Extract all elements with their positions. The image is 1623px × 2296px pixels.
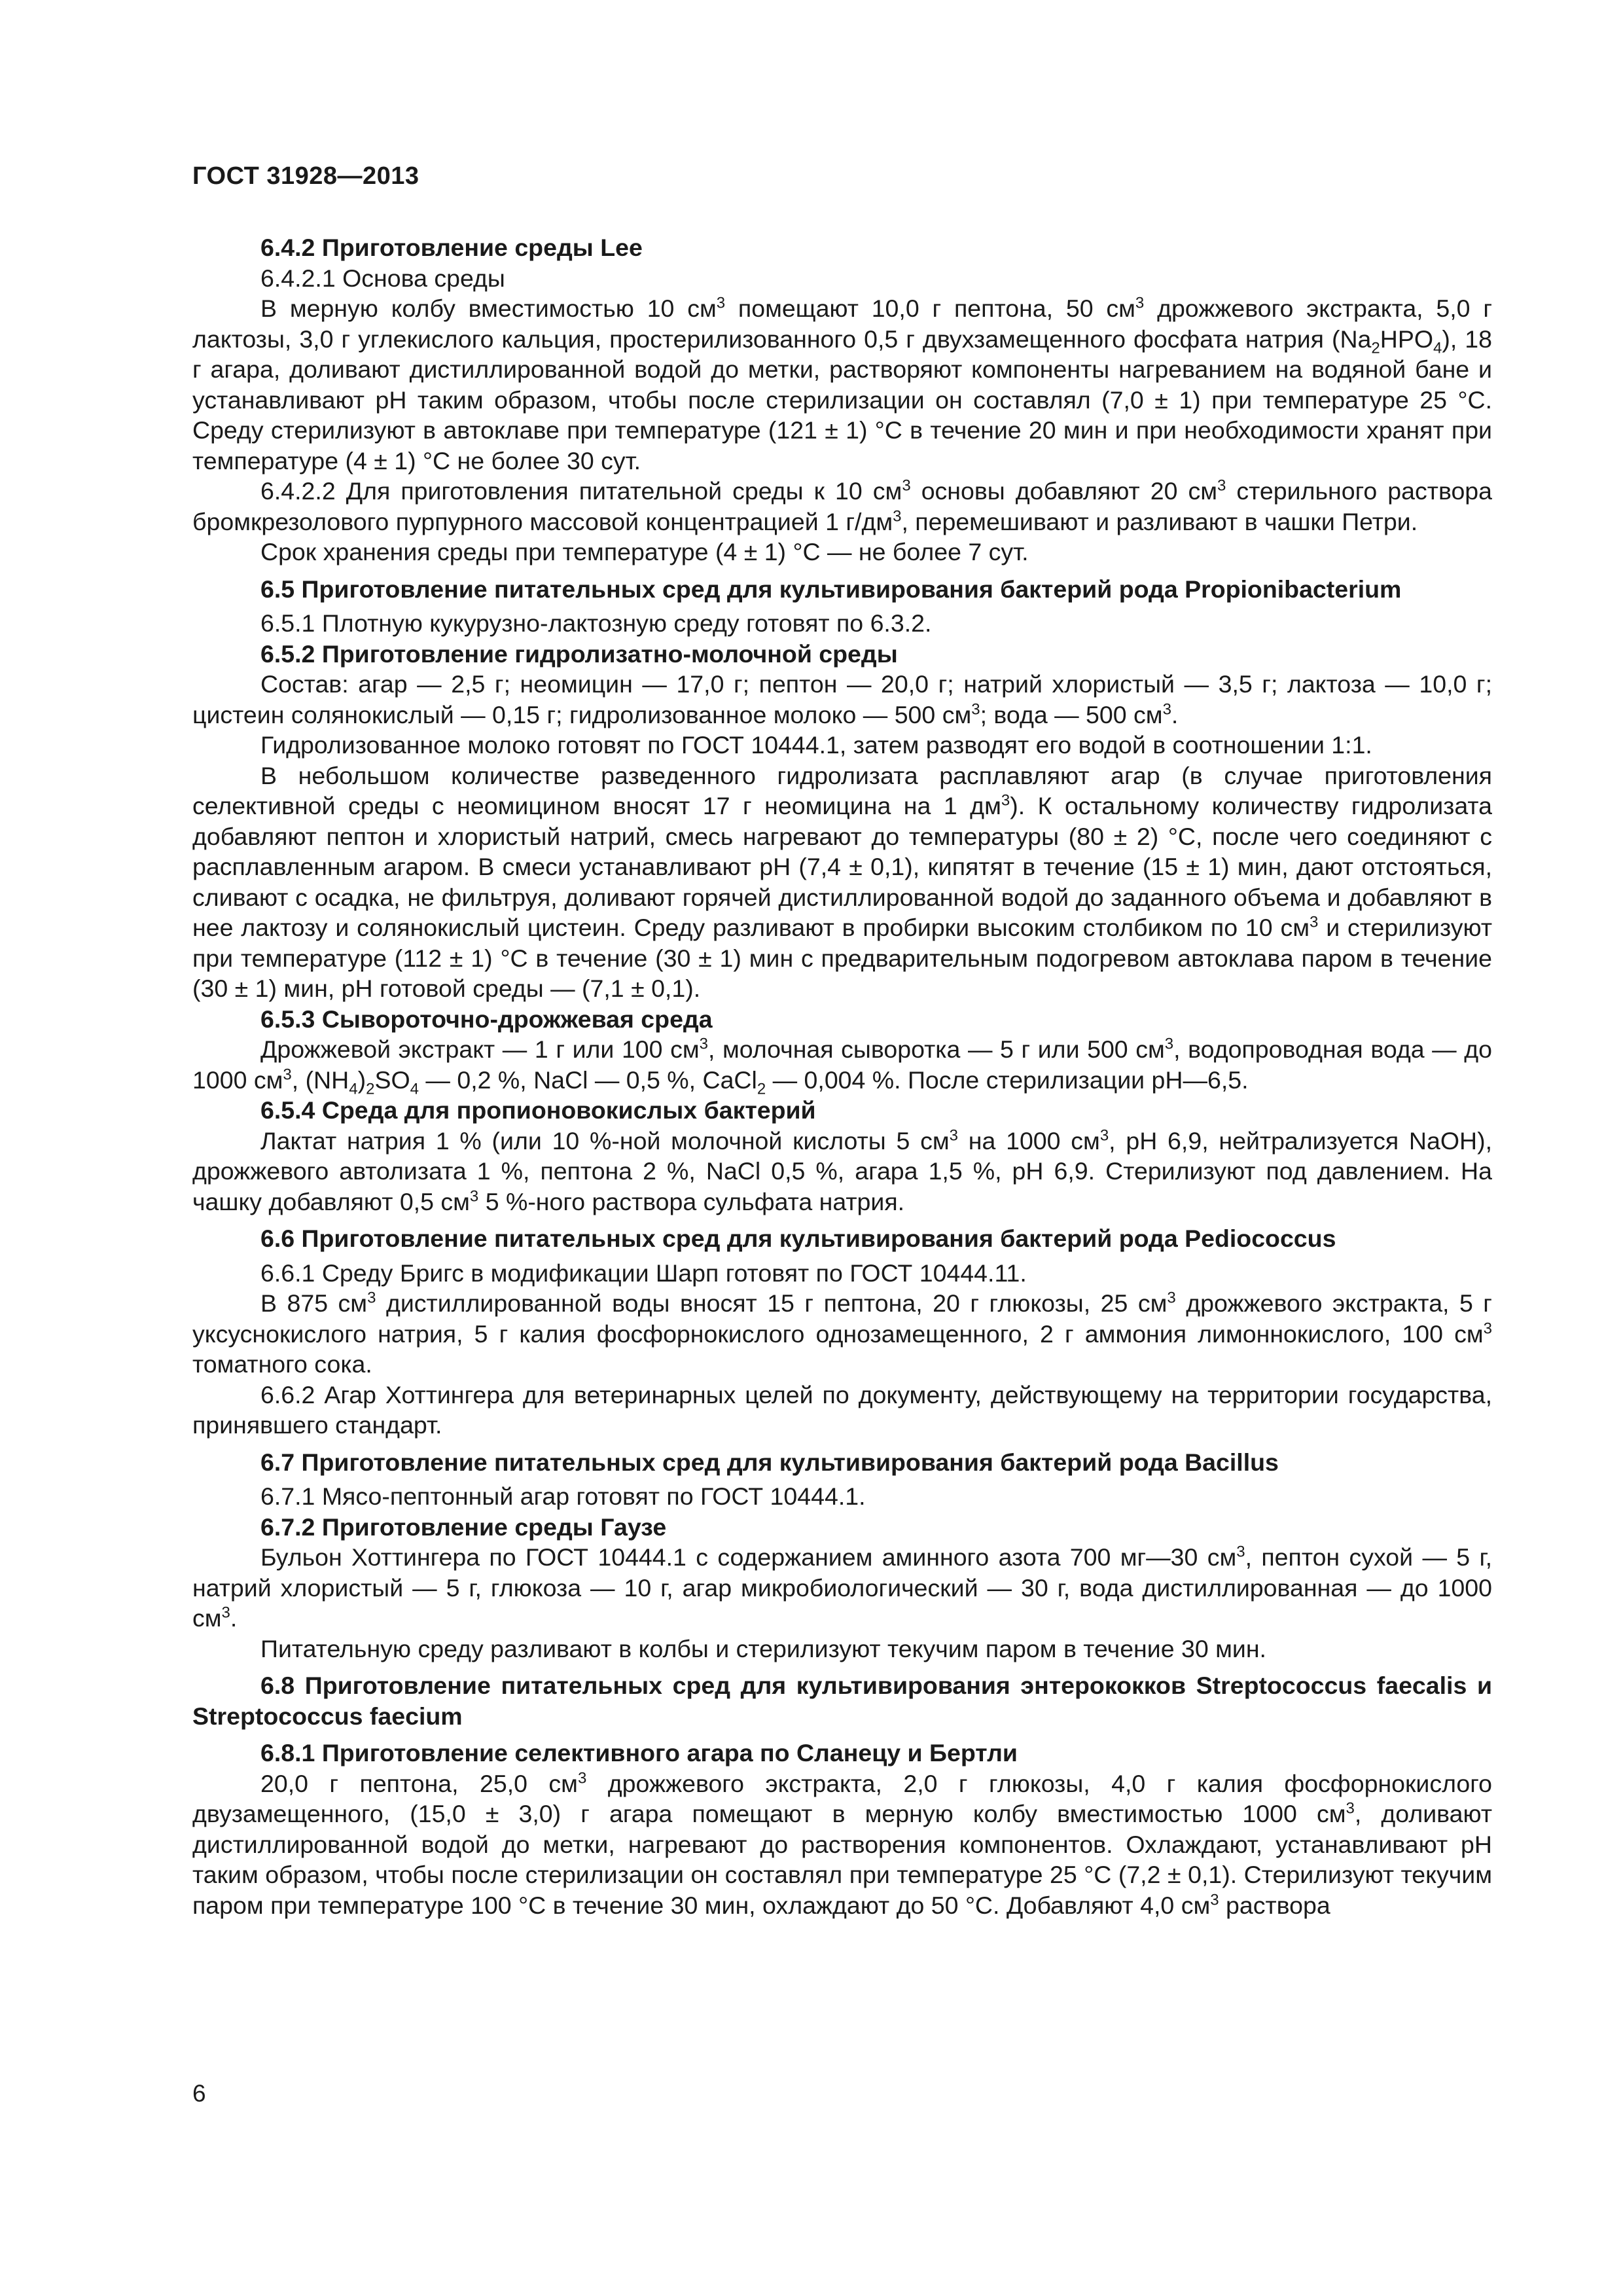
section-heading: [192, 232, 1492, 263]
paragraph: [192, 537, 1492, 567]
text-run: помещают 10,0 г пептона, 50 см: [725, 295, 1135, 322]
text-run: Состав: агар — 2,5 г; неомицин — 17,0 г; пептон — 20,0 г; натрий хлористый — 3,5 г; лактоза — 10,0 г; цистеин солянокислый — 0,15 г; гидролизованное молоко — 500 см: [192, 670, 1492, 728]
section-heading: [192, 1512, 1492, 1543]
text-run: 6.5.1 Плотную кукурузно-лактозную среду готовят по 6.3.2.: [260, 609, 932, 637]
superscript: 3: [699, 1035, 708, 1053]
section-heading: [192, 574, 1492, 605]
superscript: 3: [902, 476, 911, 495]
superscript: 3: [367, 1289, 376, 1307]
superscript: 3: [1210, 1891, 1219, 1909]
text-run: дистиллированной воды вносят 15 г пептона, 20 г глюкозы, 25 см: [376, 1289, 1168, 1317]
text-run: раствора: [1219, 1891, 1330, 1919]
section-heading: [192, 1223, 1492, 1254]
text-run: дрожжевого экстракта, 5 г уксуснокислого натрия, 5 г калия фосфорнокислого однозамещенного, 2 г аммония лимоннокислого, 100 см: [192, 1289, 1492, 1348]
superscript: 3: [1164, 1035, 1174, 1053]
paragraph: [192, 761, 1492, 1004]
section-heading: [192, 639, 1492, 670]
superscript: 3: [577, 1769, 587, 1787]
document-header: ГОСТ 31928—2013: [192, 162, 419, 190]
text-run: 5 %-ного раствора сульфата натрия.: [478, 1187, 905, 1215]
superscript: 3: [1135, 294, 1145, 312]
text-run: 6.8.1 Приготовление селективного агара по Сланецу и Бертли: [260, 1739, 1018, 1767]
text-run: томатного сока.: [192, 1350, 372, 1378]
text-run: В 875 см: [260, 1289, 368, 1317]
document-body: [192, 232, 1492, 1920]
subscript: 2: [1371, 339, 1380, 357]
text-run: Срок хранения среды при температуре (4 ± 1) °С — не более 7 сут.: [260, 538, 1029, 565]
text-run: — 0,004 %. После стерилизации pH—6,5.: [766, 1066, 1249, 1094]
text-run: 6.8 Приготовление питательных сред для культивирования энтерококков Streptococcus faecalis и Streptococcus faecium: [192, 1672, 1492, 1730]
text-run: , перемешивают и разливают в чашки Петри.: [901, 507, 1418, 535]
paragraph: [192, 1542, 1492, 1634]
text-run: SO: [374, 1066, 410, 1094]
paragraph: [192, 1126, 1492, 1217]
text-run: 6.6 Приготовление питательных сред для культивирования бактерий рода Pediococcus: [260, 1225, 1336, 1252]
superscript: 3: [949, 1126, 958, 1144]
text-run: Гидролизованное молоко готовят по ГОСТ 10444.1, затем разводят его водой в соотношении 1:1.: [260, 731, 1372, 759]
superscript: 3: [1310, 913, 1319, 931]
text-run: ). К остальному количеству гидролизата добавляют пептон и хлористый натрий, смесь нагревают до температуры (80 ± 2) °С, после чего соединяют с расплавленным агаром. В смеси устанавливают pH (7,4 ± 0,1), кипятят в течение (15 ± 1) мин, дают отстояться, сливают с осадка, не фильтруя, доливают горячей дистиллированной водой до заданного объема и добавляют в нее лактозу и солянокислый цистеин. Среду разливают в пробирки высоким столбиком по 10 см: [192, 792, 1492, 941]
superscript: 3: [1346, 1799, 1355, 1818]
text-run: , pH 6,9, нейтрализуется NaOH), дрожжевого автолизата 1 %, пептона 2 %, NaCl 0,5 %, агара 1,5 %, pH 6,9. Стерилизуют под давлением. На чашку добавляют 0,5 см: [192, 1126, 1492, 1215]
superscript: 3: [283, 1066, 292, 1083]
text-run: .: [1171, 700, 1179, 728]
superscript: 3: [893, 507, 902, 525]
paragraph: [192, 1288, 1492, 1380]
paragraph: [192, 1258, 1492, 1289]
paragraph: [192, 293, 1492, 476]
text-run: стерильного раствора бромкрезолового пурпурного массовой концентрацией 1 г/дм: [192, 477, 1493, 535]
paragraph: [192, 263, 1492, 294]
superscript: 3: [1236, 1543, 1245, 1561]
superscript: 3: [1099, 1126, 1109, 1144]
text-run: , молочная сыворотка — 5 г или 500 см: [708, 1035, 1165, 1063]
text-run: , водопроводная вода — до 1000 см: [192, 1035, 1492, 1094]
subscript: 4: [410, 1080, 419, 1098]
subscript: 4: [1433, 339, 1442, 357]
text-run: на 1000 см: [957, 1126, 1100, 1155]
paragraph: [192, 1768, 1492, 1921]
text-run: ), 18 г агара, доливают дистиллированной водой до метки, растворяют компоненты нагреванием на водяной бане и устанавливают pH таким образом, чтобы после стерилизации он составлял (7,0 ± 1) при температуре 25 °С. Среду стерилизуют в автоклаве при температуре (121 ± 1) °С в течение 20 мин и при необходимости хранят при температуре (4 ± 1) °С не более 30 сут.: [192, 325, 1493, 475]
subscript: 2: [366, 1080, 375, 1098]
text-run: , пептон сухой — 5 г, натрий хлористый — 5 г, глюкоза — 10 г, агар микробиологический — 30 г, вода дистиллированная — до 1000 см: [192, 1543, 1492, 1632]
superscript: 3: [1167, 1289, 1176, 1307]
text-run: 6.4.2.1 Основа среды: [260, 264, 505, 292]
text-run: 6.6.2 Агар Хоттингера для ветеринарных целей по документу, действующему на территории государства, принявшего стандарт.: [192, 1380, 1492, 1439]
text-run: Бульон Хоттингера по ГОСТ 10444.1 с содержанием аминного азота 700 мг—30 см: [260, 1543, 1237, 1571]
text-run: дрожжевого экстракта, 5,0 г лактозы, 3,0 г углекислого кальция, простерилизованного 0,5 г двухзамещенного фосфата натрия (Na: [192, 295, 1493, 353]
text-run: HPO: [1380, 325, 1434, 353]
superscript: 3: [469, 1187, 479, 1205]
superscript: 3: [1001, 791, 1010, 810]
paragraph: [192, 730, 1492, 761]
section-heading: [192, 1738, 1492, 1768]
superscript: 3: [971, 700, 980, 718]
superscript: 3: [1483, 1319, 1492, 1337]
text-run: 6.5.2 Приготовление гидролизатно-молочной среды: [260, 639, 898, 668]
text-run: , (NH: [291, 1066, 349, 1094]
paragraph: [192, 1034, 1492, 1098]
text-run: ; вода — 500 см: [980, 700, 1163, 728]
paragraph: [192, 669, 1492, 730]
text-run: 6.6.1 Среду Бригс в модификации Шарп готовят по ГОСТ 10444.11.: [260, 1259, 1027, 1287]
text-run: 6.7 Приготовление питательных сред для культивирования бактерий рода Bacillus: [260, 1448, 1279, 1476]
text-run: 20,0 г пептона, 25,0 см: [260, 1769, 578, 1797]
section-heading: [192, 1095, 1492, 1126]
section-heading: [192, 1670, 1492, 1731]
text-run: 6.7.1 Мясо-пептонный агар готовят по ГОСТ 10444.1.: [260, 1482, 866, 1510]
page-number: 6: [192, 2080, 206, 2107]
text-run: .: [230, 1604, 238, 1632]
superscript: 3: [716, 294, 726, 312]
text-run: 6.7.2 Приготовление среды Гаузе: [260, 1513, 667, 1541]
paragraph: [192, 1380, 1492, 1441]
text-run: дрожжевого экстракта, 2,0 г глюкозы, 4,0 г калия фосфорнокислого двузамещенного, (15,0 ± 3,0) г агара помещают в мерную колбу вместимостью 1000 см: [192, 1769, 1492, 1827]
paragraph: [192, 1481, 1492, 1512]
text-run: 6.5.4 Среда для пропионовокислых бактерий: [260, 1096, 816, 1124]
section-heading: [192, 1004, 1492, 1035]
text-run: основы добавляют 20 см: [910, 477, 1218, 505]
text-run: Питательную среду разливают в колбы и стерилизуют текучим паром в течение 30 мин.: [260, 1634, 1266, 1662]
text-run: ): [357, 1066, 366, 1094]
section-heading: [192, 1447, 1492, 1478]
text-run: 6.4.2 Приготовление среды Lee: [260, 234, 643, 261]
text-run: 6.5.3 Сывороточно-дрожжевая среда: [260, 1005, 713, 1033]
superscript: 3: [1162, 700, 1171, 718]
text-run: , доливают дистиллированной водой до метки, нагревают до растворения компонентов. Охлаждают, устанавливают pH таким образом, чтобы после стерилизации он составлял при температуре 25 °С (7,2 ± 0,1). Стерилизуют текучим паром при температуре 100 °С в течение 30 мин, охлаждают до 50 °С. Добавляют 4,0 см: [192, 1800, 1492, 1919]
text-run: и стерилизуют при температуре (112 ± 1) °С в течение (30 ± 1) мин с предварительным подогревом автоклава паром в течение (30 ± 1) мин, pH готовой среды — (7,1 ± 0,1).: [192, 914, 1492, 1002]
paragraph: [192, 608, 1492, 639]
text-run: В мерную колбу вместимостью 10 см: [260, 295, 717, 322]
text-run: — 0,2 %, NaCl — 0,5 %, CaCl: [419, 1066, 757, 1094]
text-run: Лактат натрия 1 % (или 10 %-ной молочной кислоты 5 см: [260, 1126, 950, 1155]
text-run: Дрожжевой экстракт — 1 г или 100 см: [260, 1035, 700, 1063]
subscript: 4: [349, 1080, 358, 1098]
text-run: В небольшом количестве разведенного гидролизата расплавляют агар (в случае приготовления селективной среды с неомицином вносят 17 г неомицина на 1 дм: [192, 761, 1492, 819]
superscript: 3: [1217, 476, 1226, 495]
text-run: 6.4.2.2 Для приготовления питательной среды к 10 см: [260, 477, 902, 505]
paragraph: [192, 1634, 1492, 1664]
paragraph: [192, 476, 1492, 537]
superscript: 3: [221, 1604, 230, 1622]
text-run: 6.5 Приготовление питательных сред для культивирования бактерий рода Propionibacterium: [260, 575, 1402, 603]
subscript: 2: [757, 1080, 766, 1098]
